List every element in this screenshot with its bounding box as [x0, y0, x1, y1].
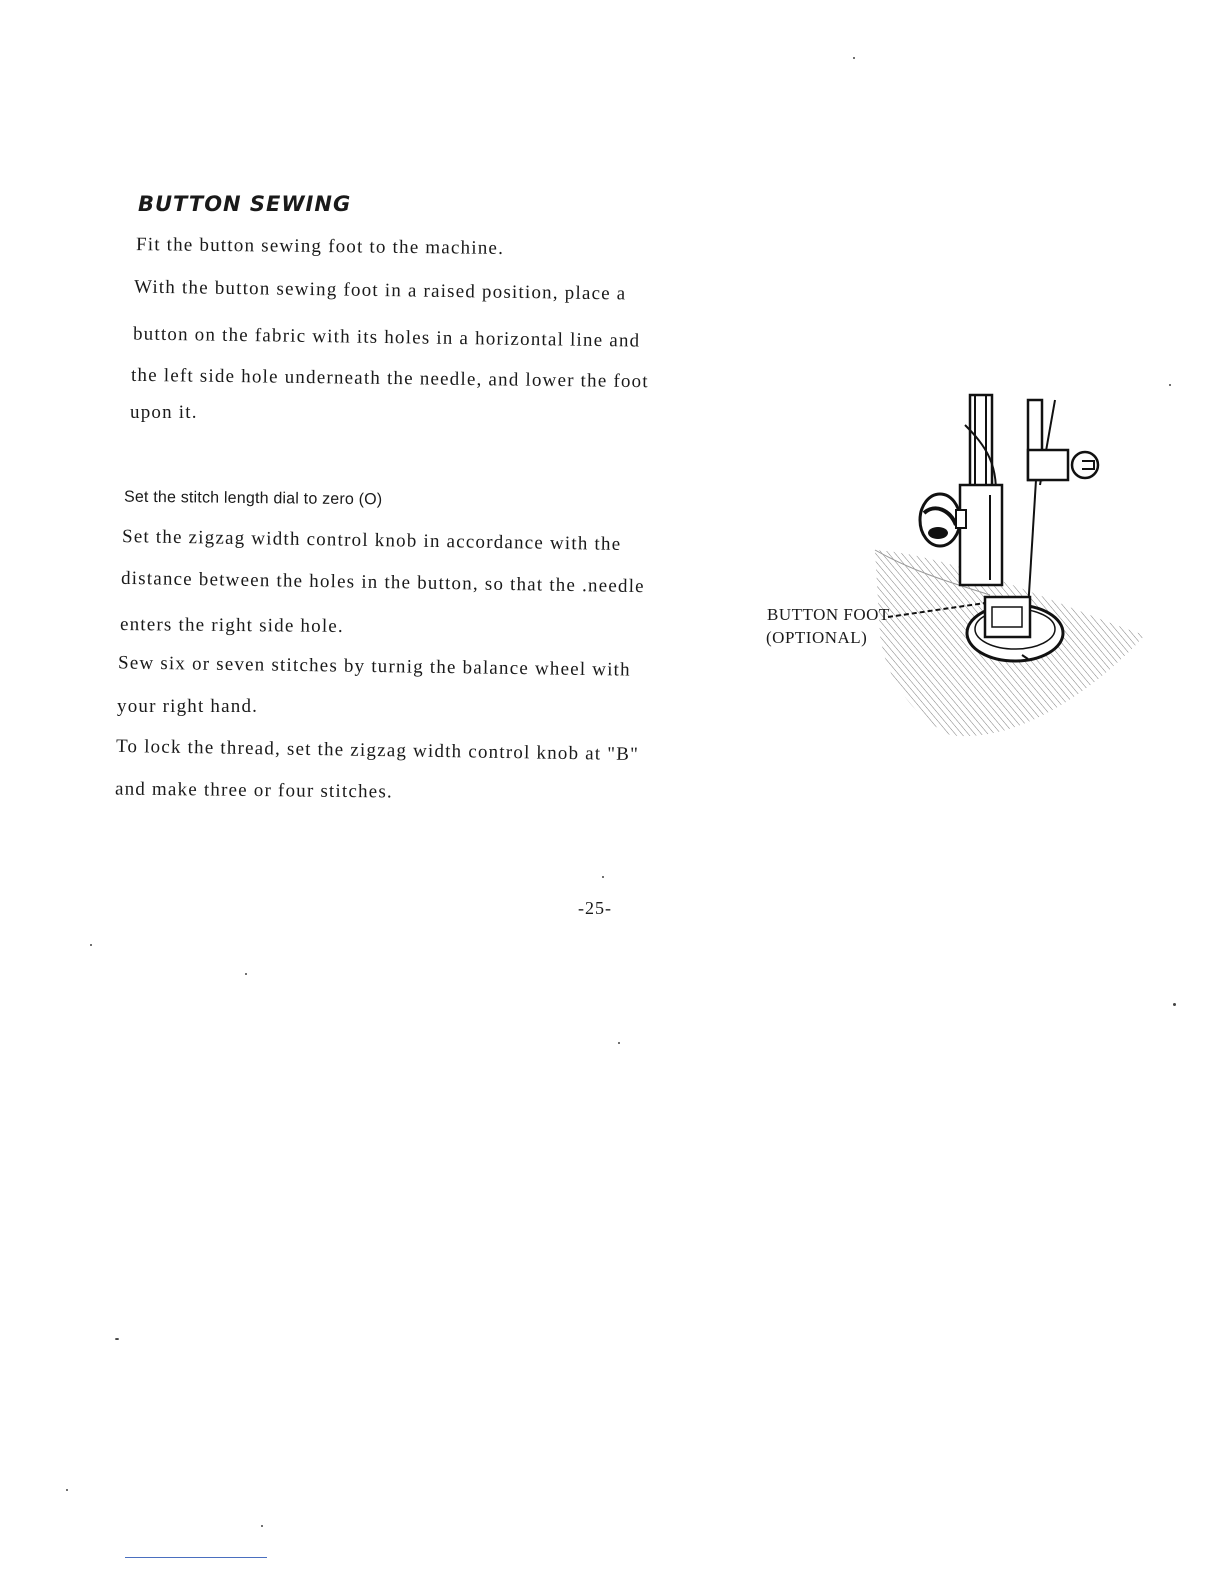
section-heading: BUTTON SEWING — [138, 192, 352, 216]
sewing-machine-button-foot-icon — [760, 385, 1160, 765]
instruction-line: enters the right side hole. — [119, 614, 345, 637]
scan-speck — [853, 57, 855, 59]
scan-speck — [602, 876, 604, 878]
page-number: -25- — [578, 898, 612, 918]
scan-speck — [115, 1338, 119, 1340]
figure-label-optional: (OPTIONAL) — [766, 628, 868, 647]
instruction-line: and make three or four stitches. — [114, 778, 394, 803]
figure-label: BUTTON FOOT — [767, 605, 890, 624]
scan-speck — [1173, 1003, 1176, 1006]
button-foot-illustration — [760, 385, 1160, 765]
instruction-line: button on the fabric with its holes in a horizontal line and — [132, 323, 641, 352]
scan-speck — [90, 944, 92, 946]
instruction-line: Sew six or seven stitches by turnig the balance wheel with — [117, 652, 631, 681]
instruction-line: upon it. — [130, 402, 198, 423]
scan-speck — [245, 973, 247, 975]
instruction-line: Fit the button sewing foot to the machine. — [135, 234, 505, 259]
instruction-line: With the button sewing foot in a raised position, place a — [133, 276, 627, 305]
scan-speck — [618, 1042, 620, 1044]
stitch-length-instruction: Set the stitch length dial to zero (O) — [123, 488, 383, 509]
scan-speck — [1169, 384, 1171, 386]
instruction-line: distance between the holes in the button, so that the .needle — [120, 567, 645, 598]
instruction-line: the left side hole underneath the needle, and lower the foot — [130, 364, 649, 393]
instruction-line: your right hand. — [117, 696, 259, 717]
scan-edge-line — [125, 1557, 267, 1558]
instruction-line: Set the zigzag width control knob in accordance with the — [121, 526, 622, 555]
scan-speck — [66, 1489, 68, 1491]
instruction-line: To lock the thread, set the zigzag width control knob at "B" — [115, 735, 640, 766]
scan-speck — [261, 1525, 263, 1527]
